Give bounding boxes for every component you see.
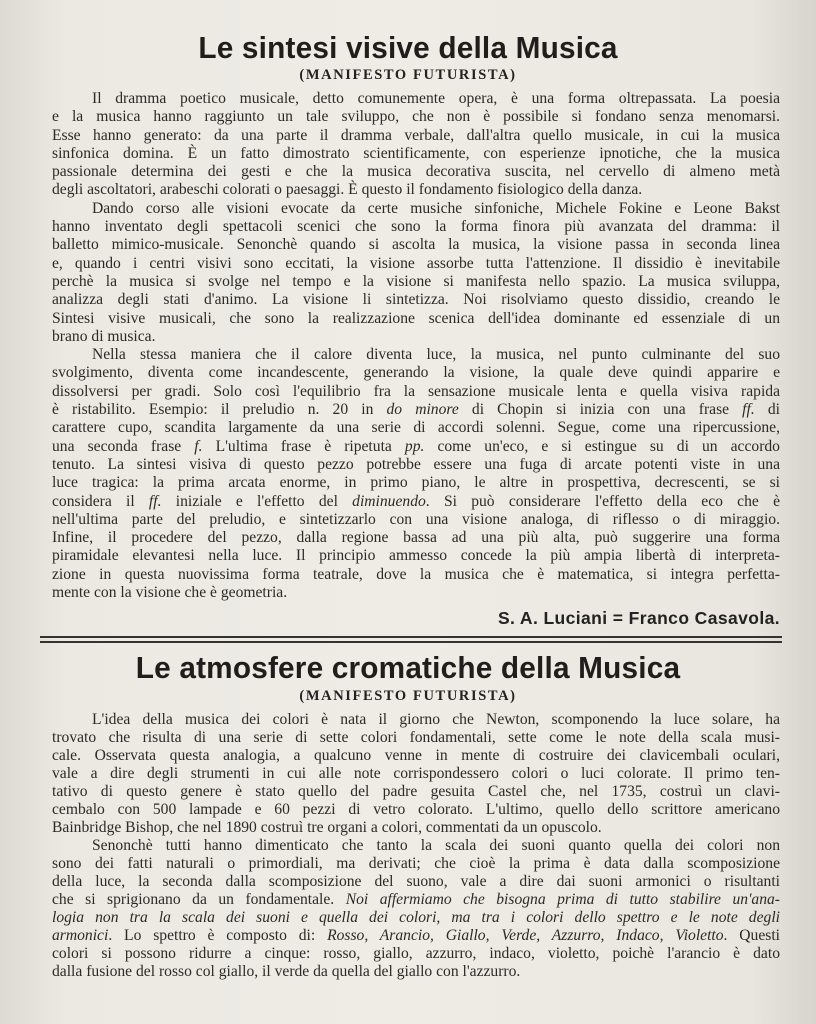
text: dalla fusione del rosso col giallo, il verde da quella del giallo con l'azzurro. <box>52 963 521 980</box>
text: che si sprigionano da un fondamentale. <box>52 891 346 908</box>
text: L'idea della musica dei colori è nata il giorno che Newton, scomponendo la luce solare, ha <box>92 711 780 728</box>
italic-text: diminuendo <box>352 492 426 510</box>
text-line <box>52 364 780 382</box>
italic-text: f. <box>194 437 203 455</box>
text-line <box>52 456 780 474</box>
text-line <box>52 783 780 801</box>
article-1-title: Le sintesi visive della Musica <box>198 30 618 65</box>
paragraph <box>52 346 780 602</box>
text: come un'eco, e si estingue su di un accordo <box>424 437 780 455</box>
text-line <box>52 383 780 401</box>
text: iniziale e l'effetto del <box>161 492 353 510</box>
text-line <box>52 310 780 328</box>
text: brano di musica. <box>52 327 156 345</box>
text-line <box>52 401 780 419</box>
text-line <box>52 127 780 145</box>
text: piramidale elevantesi nella luce. Il principio ammesso concede la più ampia libertà di interpreta- <box>52 547 780 565</box>
text-line <box>52 584 780 602</box>
italic-text: ff. <box>742 401 755 419</box>
text-line <box>52 181 780 199</box>
text-line <box>52 145 780 163</box>
text-line <box>52 108 780 126</box>
text: è ristabilito. Esempio: il preludio n. 20 in <box>52 401 387 419</box>
text: considera il <box>52 492 149 510</box>
text: vale a dire degli strumenti in cui alle note corrispondessero colori o luci colorate. Il primo ten- <box>52 765 780 782</box>
text: cale. Osservata questa analogia, a qualcuno venne in mente di costruire dei clavicembali oculari, <box>52 747 780 764</box>
text: luce tragica: la prima arcata enorme, in primo piano, le altre in prospettiva, decrescenti, se si <box>52 474 780 492</box>
text-line <box>52 218 780 236</box>
italic-text: ff. <box>148 492 162 510</box>
italic-text: Noi affermiamo che bisogna prima di tutto stabilire un'ana- <box>345 891 780 908</box>
text: L'ultima frase è ripetuta <box>202 437 405 455</box>
text-line <box>52 438 780 456</box>
text-line <box>52 927 780 945</box>
text: e la musica hanno raggiunto un tale sviluppo, che non è possibile si fondano senza menomarsi. <box>52 108 780 126</box>
article-1-subtitle: (MANIFESTO FUTURISTA) <box>299 67 517 83</box>
text: cembalo con 500 lampade e 60 pezzi di vetro colorato. L'ultimo, quello dello scrittore americano <box>52 801 780 818</box>
article-2-title: Le atmosfere cromatiche della Musica <box>135 650 681 685</box>
text: Infine, il procedere del pezzo, dalla regione bassa ad una più alta, può suggerire una forma <box>52 529 780 547</box>
text-line <box>52 346 780 364</box>
paragraph <box>52 200 780 346</box>
text: analizza degli stati d'animo. La visione li sintetizza. Noi risolviamo questo dissidio, creando le <box>52 291 780 309</box>
text-line <box>52 236 780 254</box>
text-line <box>52 945 780 963</box>
text: Esse hanno generato: da una parte il dramma verbale, dall'altra quello musicale, in cui la musica <box>52 126 780 144</box>
text-line <box>52 273 780 291</box>
text-line <box>52 291 780 309</box>
italic-text: logia non tra la scala dei suoni e quella dei colori, ma tra i colori dello spettro e le note degli <box>52 909 780 926</box>
article-2-subtitle: (MANIFESTO FUTURISTA) <box>299 688 517 704</box>
text: trovato che risulta di una serie di sette colori fondamentali, sette come le note della scala musi- <box>52 729 780 746</box>
text: e, quando i centri visivi sono eccitati, la visione assorbe tutta l'attenzione. Il dissidio è inevitabile <box>52 254 780 272</box>
text-line <box>52 529 780 547</box>
text: di <box>754 401 780 419</box>
paragraph <box>52 90 780 200</box>
text: Bainbridge Bishop, che nel 1890 costruì tre organi a colori, commentati da un opuscolo. <box>52 819 602 836</box>
text: svolgimento, diventa come incandescente, generando la visione, la quale deve quindi apparire e <box>52 364 780 382</box>
article-1-signature: S. A. Luciani = Franco Casavola. <box>497 608 780 628</box>
text: una seconda frase <box>52 437 195 455</box>
divider-rule-bottom <box>40 641 782 643</box>
text: passionale determina dei gesti e che la musica decorativa suscita, nel cervello di almeno metà <box>52 163 780 181</box>
text: sono dei fatti naturali o primordiali, ma derivati; che cioè la prima è data dalla scomposizione <box>52 855 780 872</box>
text-line <box>52 255 780 273</box>
text: tativo di questo genere è stato quello del padre gesuita Castel che, nel 1735, costruì un clavi- <box>52 783 780 800</box>
text: . Lo spettro è composto di: <box>108 927 328 944</box>
paragraph <box>52 711 780 837</box>
text-line <box>52 891 780 909</box>
text: perchè la musica si svolge nel tempo e la visione si manifesta nello spazio. La musica sviluppa, <box>52 272 780 290</box>
text: Nella stessa maniera che il calore diventa luce, la musica, nel punto culminante del suo <box>92 346 780 364</box>
text-line <box>52 328 780 346</box>
text: colori si possono ridurre a cinque: rosso, giallo, azzurro, indaco, violetto, poichè l'arancio è dato <box>52 945 780 962</box>
divider-rule-top <box>40 636 782 638</box>
text-line <box>52 547 780 565</box>
text-line <box>52 566 780 584</box>
text-line <box>52 909 780 927</box>
text: hanno inventato degli spettacoli scenici che sono la forma finora più avanzata del dramma: il <box>52 218 780 236</box>
text: . Questi <box>723 927 781 944</box>
text-line <box>52 837 780 855</box>
text: sinfonica domina. È un fatto dimostrato scientificamente, con esperienze ipnotiche, che la musica <box>52 144 780 162</box>
text-line <box>52 747 780 765</box>
italic-text: do minore <box>386 401 459 419</box>
text-line <box>52 90 780 108</box>
text-line <box>52 163 780 181</box>
text: balletto mimico-musicale. Senonchè quando si ascolta la musica, la visione passa in seconda linea <box>52 236 780 254</box>
text: di Chopin si inizia con una frase <box>458 401 743 419</box>
text: . Si può considerare l'effetto della eco che è <box>425 492 780 510</box>
text-line <box>52 711 780 729</box>
text-line <box>52 801 780 819</box>
text: nell'ultima parte del preludio, e sintetizzarlo con una visione analoga, di riflesso o di miraggio. <box>52 510 780 528</box>
text: dissolversi per gradi. Solo così l'equilibrio fra la sensazione musicale lenta e quella visiva rapida <box>52 382 780 400</box>
text-line <box>52 765 780 783</box>
text-line <box>52 873 780 891</box>
article-2-body <box>52 711 780 981</box>
text: della luce, la seconda dalla scomposizione del suono, vale a dire dai suoni armonici o risultanti <box>52 873 780 890</box>
text: tenuto. La sintesi visiva di questo pezzo potrebbe essere una fuga di arcate potenti viste in una <box>52 455 780 473</box>
text: zione in questa nuovissima forma teatrale, dove la musica che è matematica, si integra perfetta- <box>52 565 780 583</box>
text-line <box>52 474 780 492</box>
text: carattere cupo, scandita largamente da una serie di accordi solenni. Segue, come una ripercussione, <box>52 419 780 437</box>
italic-text: Rosso, Arancio, Giallo, Verde, Azzurro, Indaco, Violetto <box>327 927 724 944</box>
text-line <box>52 819 780 837</box>
text: Senonchè tutti hanno dimenticato che tanto la scala dei suoni quanto quella dei colori non <box>92 837 780 854</box>
text: Il dramma poetico musicale, detto comunemente opera, è una forma oltrepassata. La poesia <box>92 90 780 107</box>
text-line <box>52 419 780 437</box>
italic-text: armonici <box>52 927 109 944</box>
text: mente con la visione che è geometria. <box>52 584 288 602</box>
italic-text: pp. <box>404 437 425 455</box>
text-line <box>52 963 780 981</box>
text: degli ascoltatori, arabeschi colorati o paesaggi. È questo il fondamento fisiologico della danza. <box>52 181 643 199</box>
text-line <box>52 200 780 218</box>
text-line <box>52 729 780 747</box>
text-line <box>52 493 780 511</box>
text-line <box>52 855 780 873</box>
text-line <box>52 511 780 529</box>
text: Dando corso alle visioni evocate da certe musiche sinfoniche, Michele Fokine e Leone Bakst <box>92 199 780 217</box>
text: Sintesi visive musicali, che sono la realizzazione scenica dell'idea dominante ed essenziale di un <box>52 309 780 327</box>
article-1-body <box>52 90 780 602</box>
paragraph <box>52 837 780 981</box>
